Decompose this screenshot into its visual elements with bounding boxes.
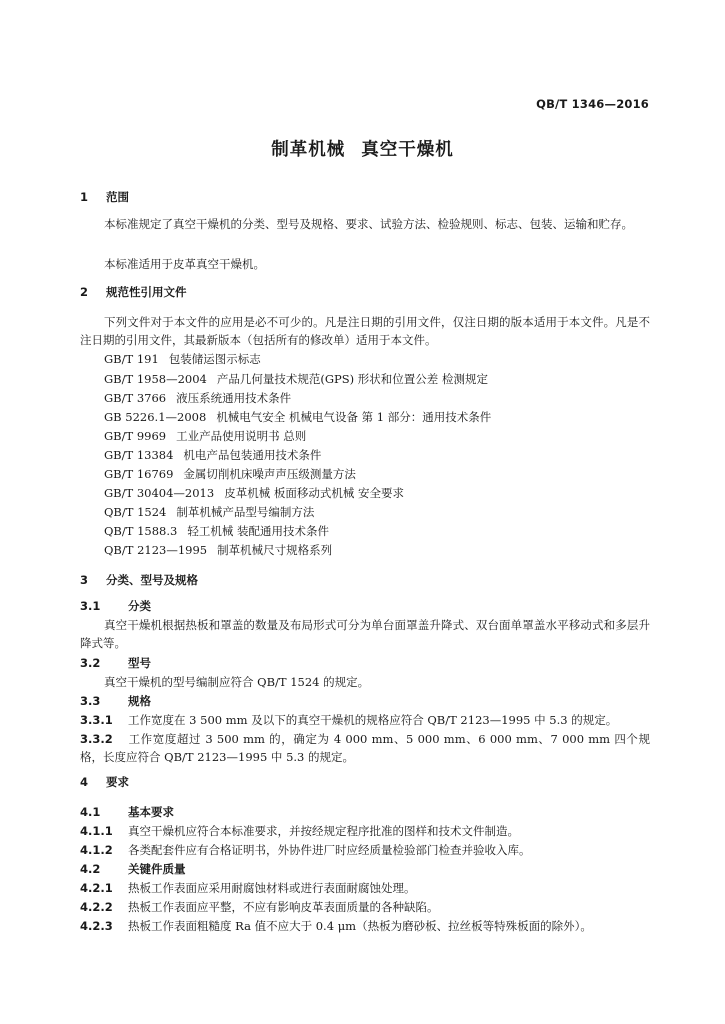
clause-4-2-3 (80, 919, 650, 934)
clause-number: 3.3.1 (80, 713, 113, 727)
reference-item (104, 429, 674, 444)
clause-text: 工作宽度超过 3 500 mm 的，确定为 4 000 mm、5 000 mm、6 000 mm、7 000 mm 四个规格，长度应符合 QB/T 2123—1995 中 5.3 的规定。 (80, 732, 650, 764)
section-3-heading (80, 573, 650, 588)
reference-name: 工业产品使用说明书 总则 (176, 429, 307, 443)
section-4-heading (80, 775, 650, 790)
reference-code: QB/T 1588.3 (104, 524, 178, 538)
section-title: 范围 (106, 190, 129, 204)
clause-text: 各类配套件应有合格证明书，外协件进厂时应经质量检验部门检查并验收入库。 (128, 843, 531, 857)
clause-title: 基本要求 (128, 805, 174, 819)
section-title: 规范性引用文件 (106, 285, 187, 299)
clause-4-2-2 (80, 900, 650, 915)
section-2-paragraph-1: 下列文件对于本文件的应用是必不可少的。凡是注日期的引用文件，仅注日期的版本适用于本文件。凡是不注日期的引用文件，其最新版本（包括所有的修改单）适用于本文件。 (80, 315, 650, 347)
clause-4-1-1 (80, 824, 650, 839)
section-number: 1 (80, 190, 89, 204)
reference-code: GB/T 30404—2013 (104, 486, 215, 500)
reference-name: 轻工机械 装配通用技术条件 (187, 524, 329, 538)
clause-number: 4.1 (80, 805, 101, 819)
clause-4-2-1 (80, 881, 650, 896)
reference-name: 制革机械产品型号编制方法 (176, 505, 315, 519)
reference-item (104, 486, 674, 501)
reference-name: 产品几何量技术规范(GPS) 形状和位置公差 检测规定 (216, 372, 488, 386)
reference-code: GB/T 191 (104, 352, 159, 366)
reference-name: 液压系统通用技术条件 (176, 391, 292, 405)
reference-code: GB/T 13384 (104, 448, 174, 462)
clause-number: 3.2 (80, 656, 101, 670)
reference-item (104, 391, 674, 406)
clause-3-2-text: 真空干燥机的型号编制应符合 QB/T 1524 的规定。 (104, 675, 370, 689)
title-right: 真空干燥机 (361, 140, 454, 160)
clause-title: 型号 (128, 656, 151, 670)
reference-item (104, 543, 674, 558)
clause-3-3-heading (80, 694, 650, 709)
reference-name: 机电产品包装通用技术条件 (183, 448, 322, 462)
clause-number: 4.2.1 (80, 881, 113, 895)
section-1-heading (80, 190, 650, 205)
clause-number: 4.1.2 (80, 843, 113, 857)
document-title (0, 136, 725, 161)
clause-number: 3.1 (80, 599, 101, 613)
clause-number: 4.2.3 (80, 919, 113, 933)
section-1-paragraph-1: 本标准规定了真空干燥机的分类、型号及规格、要求、试验方法、检验规则、标志、包装、运输和贮存。 (104, 217, 633, 231)
section-number: 3 (80, 573, 89, 587)
clause-text: 真空干燥机应符合本标准要求，并按经规定程序批准的图样和技术文件制造。 (128, 824, 519, 838)
reference-code: QB/T 2123—1995 (104, 543, 208, 557)
clause-title: 规格 (128, 694, 151, 708)
reference-item (104, 352, 674, 367)
clause-4-2-heading (80, 862, 650, 877)
section-number: 2 (80, 285, 89, 299)
clause-4-1-2 (80, 843, 650, 858)
clause-text: 热板工作表面应采用耐腐蚀材料或进行表面耐腐蚀处理。 (128, 881, 416, 895)
clause-title: 分类 (128, 599, 151, 613)
clause-3-2-heading (80, 656, 650, 671)
section-title: 分类、型号及规格 (106, 573, 198, 587)
reference-code: GB/T 16769 (104, 467, 174, 481)
title-left: 制革机械 (271, 140, 346, 160)
reference-code: QB/T 1524 (104, 505, 167, 519)
section-2-heading (80, 285, 650, 300)
clause-text: 热板工作表面应平整，不应有影响皮革表面质量的各种缺陷。 (128, 900, 439, 914)
clause-number: 4.2.2 (80, 900, 113, 914)
section-1-paragraph-2: 本标准适用于皮革真空干燥机。 (104, 257, 265, 271)
reference-code: GB/T 9969 (104, 429, 167, 443)
reference-item (104, 410, 674, 425)
reference-name: 制革机械尺寸规格系列 (217, 543, 333, 557)
clause-3-3-2 (80, 730, 650, 766)
reference-name: 包装储运图示标志 (168, 352, 261, 366)
clause-3-1-text: 真空干燥机根据热板和罩盖的数量及布局形式可分为单台面罩盖升降式、双台面单罩盖水平移动式和多层升降式等。 (80, 618, 650, 650)
reference-code: GB 5226.1—2008 (104, 410, 207, 424)
reference-item (104, 372, 674, 387)
clause-text: 热板工作表面粗糙度 Ra 值不应大于 0.4 μm（热板为磨砂板、拉丝板等特殊板面的除外）。 (128, 919, 592, 933)
reference-item (104, 524, 674, 539)
standard-code: QB/T 1346—2016 (536, 97, 649, 111)
reference-name: 皮革机械 板面移动式机械 安全要求 (224, 486, 405, 500)
reference-item (104, 467, 674, 482)
reference-name: 金属切削机床噪声声压级测量方法 (183, 467, 356, 481)
clause-number: 3.3.2 (80, 732, 113, 746)
clause-number: 4.1.1 (80, 824, 113, 838)
clause-4-1-heading (80, 805, 650, 820)
clause-3-1-heading (80, 599, 650, 614)
reference-code: GB/T 1958—2004 (104, 372, 207, 386)
reference-item (104, 505, 674, 520)
clause-number: 3.3 (80, 694, 101, 708)
reference-code: GB/T 3766 (104, 391, 167, 405)
clause-number: 4.2 (80, 862, 101, 876)
section-number: 4 (80, 775, 89, 789)
clause-title: 关键件质量 (128, 862, 186, 876)
clause-3-3-1 (80, 713, 650, 728)
section-title: 要求 (106, 775, 129, 789)
clause-text: 工作宽度在 3 500 mm 及以下的真空干燥机的规格应符合 QB/T 2123—1995 中 5.3 的规定。 (128, 713, 618, 727)
reference-item (104, 448, 674, 463)
reference-name: 机械电气安全 机械电气设备 第 1 部分：通用技术条件 (216, 410, 492, 424)
